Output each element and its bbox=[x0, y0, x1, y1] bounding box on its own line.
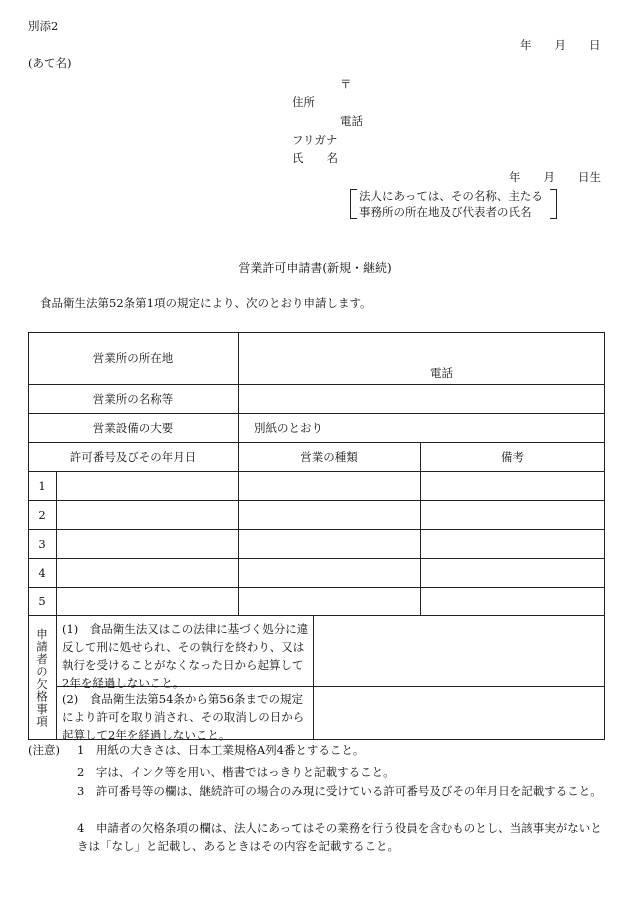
addressee: (あて名) bbox=[28, 56, 72, 70]
birth-date-line: 年 月 日生 bbox=[509, 170, 601, 184]
business-name-value-cell[interactable] bbox=[238, 384, 605, 413]
address-label: 住所 bbox=[292, 95, 315, 109]
disqualification-item-1: (1) 食品衛生法又はこの法律に基づく処分に違反して刑に処せられ、その執行を終わり、又は執行を受けることがなくなった日から起算して2年を経過しないこと。 bbox=[62, 622, 309, 690]
corporate-note-line1: 法人にあっては、その名称、主たる bbox=[359, 189, 543, 203]
row-number: 2 bbox=[38, 507, 46, 522]
location-phone-label: 電話 bbox=[430, 366, 453, 380]
row-number: 3 bbox=[38, 536, 46, 551]
intro-sentence: 食品衛生法第52条第1項の規定により、次のとおり申請します。 bbox=[40, 296, 372, 310]
note-item: 2 字は、インク等を用い、楷書ではっきりと記載すること。 bbox=[77, 765, 395, 779]
note-item: 4 申請者の欠格条項の欄は、法人にあってはその業務を行う役員を含むものとし、当該事実がないときは「なし」と記載し、あるときはその内容を記載すること。 bbox=[77, 821, 602, 853]
row-number: 5 bbox=[38, 594, 46, 608]
disqualification-label: 申請者の欠格事項 bbox=[35, 627, 49, 728]
location-value-cell[interactable] bbox=[238, 332, 605, 384]
note-item: 1 用紙の大きさは、日本工業規格A列4番とすること。 bbox=[77, 743, 365, 757]
business-name-label: 営業所の名称等 bbox=[92, 391, 174, 406]
note-item: 3 許可番号等の欄は、継続許可の場合のみ現に受けている許可番号及びその年月日を記載すること。 bbox=[77, 784, 602, 798]
row-number: 1 bbox=[38, 478, 46, 493]
equipment-label: 営業設備の大要 bbox=[92, 420, 174, 435]
row-number: 4 bbox=[38, 565, 46, 580]
date-line: 年 月 日 bbox=[520, 38, 601, 52]
permit-column-header: 許可番号及びその年月日 bbox=[69, 449, 197, 464]
name-label: 氏 名 bbox=[292, 151, 338, 165]
attachment-label: 別添2 bbox=[28, 19, 59, 33]
document-title: 営業許可申請書(新規・継続) bbox=[238, 261, 392, 275]
application-table bbox=[28, 332, 605, 740]
disqualification-answer-1[interactable] bbox=[313, 615, 605, 686]
equipment-value: 別紙のとおり bbox=[254, 420, 323, 435]
remarks-column-header: 備考 bbox=[501, 449, 524, 464]
corporate-note-line2: 事務所の所在地及び代表者の氏名 bbox=[359, 205, 532, 219]
disqualification-item-2: (2) 食品衛生法第54条から第56条までの規定により許可を取り消され、その取消しの日から起算して2年を経過しないこと。 bbox=[62, 692, 305, 742]
left-bracket bbox=[350, 189, 357, 219]
right-bracket bbox=[550, 189, 557, 219]
phone-label: 電話 bbox=[340, 114, 363, 128]
location-label: 営業所の所在地 bbox=[92, 351, 174, 365]
postal-mark: 〒 bbox=[340, 77, 352, 91]
furigana-label: フリガナ bbox=[292, 133, 338, 147]
business-type-column-header: 営業の種類 bbox=[300, 449, 358, 464]
disqualification-answer-2[interactable] bbox=[313, 686, 605, 740]
notes-label: (注意) bbox=[28, 743, 60, 757]
